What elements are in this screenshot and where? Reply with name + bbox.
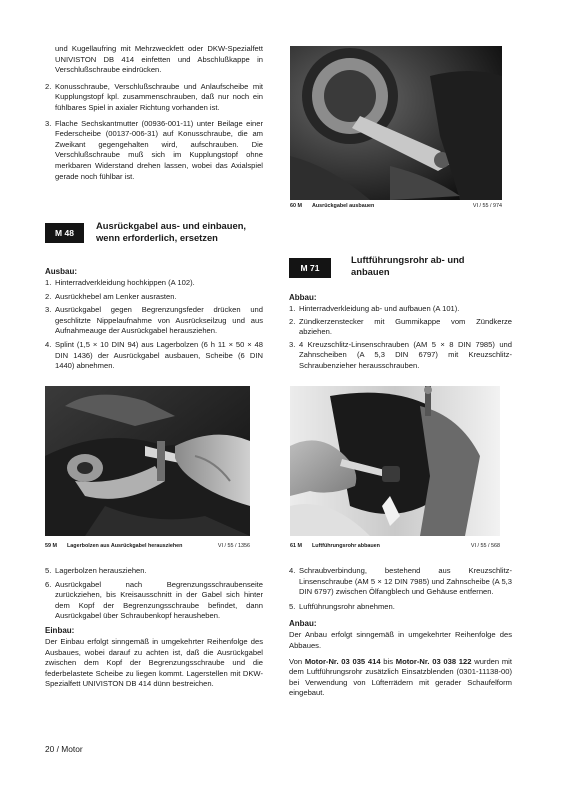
step-item: 3. 4 Kreuzschlitz-Linsenschrauben (AM 5 × 8 DIN 7985) und Zahnscheiben (A 5,3 DIN 6797) mit Kreuzschlitz-Schraubenzieher herausschrauben. xyxy=(289,339,512,370)
photo-illustration xyxy=(45,386,250,536)
section-header-m48 xyxy=(45,220,265,245)
step-item: 2. Zündkerzenstecker mit Gummikappe vom Zündkerze abziehen. xyxy=(289,316,512,337)
photo-illustration xyxy=(290,386,500,536)
figure-number: 60 M xyxy=(290,203,302,209)
step-item: 5. Lagerbolzen herausziehen. xyxy=(45,566,147,575)
section-title: Luftführungsrohr ab- und anbauen xyxy=(351,254,465,278)
intro-item xyxy=(45,44,263,76)
einbau-label: Einbau: xyxy=(45,625,75,635)
motor-number-start: Motor-Nr. 03 035 414 xyxy=(304,656,381,666)
right-lower-block xyxy=(289,566,512,704)
motor-note: Von Motor-Nr. 03 035 414 bis Motor-Nr. 03 038 122 wurden mit dem Luftführungsrohr zusätzlich Einsatzblenden (0301-11138-00) bei Verwendung von Lüfterrädern mit gerader Schaufelform eingebaut. xyxy=(289,656,512,698)
ausbau-label: Ausbau: xyxy=(45,267,77,276)
motor-number-end: Motor-Nr. 03 038 122 xyxy=(395,656,472,666)
step-item: 1. Hinterradverkleidung hochkippen (A 102). xyxy=(45,278,195,287)
anbau-text: Der Anbau erfolgt sinngemäß in umgekehrter Reihenfolge des Abbaues. xyxy=(289,630,512,650)
anbau-label: Anbau: xyxy=(289,619,317,629)
figure-61m-photo xyxy=(290,386,500,536)
page-number: 20 / Motor xyxy=(45,744,83,754)
figure-ref: VI / 55 / 1356 xyxy=(217,543,250,549)
figure-59m-photo xyxy=(45,386,250,536)
step-item: 3. Ausrückgabel gegen Begrenzungsfeder drücken und geschlitzte Nippelaufnahme von Ausrückseilzug und aus Aufnahmeauge der Ausrückgabel herausziehen. xyxy=(45,305,263,336)
photo-illustration xyxy=(290,46,502,200)
step-item: 4. Splint (1,5 × 10 DIN 94) aus Lagerbolzen (6 h 11 × 50 × 48 DIN 1436) der Ausrückgabel ausbauen, Scheibe (6 DIN 1440) abnehmen. xyxy=(45,339,263,371)
step-item: 2. Ausrückhebel am Lenker ausrasten. xyxy=(45,291,177,301)
section-code-badge: M 48 xyxy=(45,223,84,243)
section-header-m71 xyxy=(289,254,511,279)
figure-caption: Lagerbolzen aus Ausrückgabel herausziehen xyxy=(66,543,183,549)
section-title: Ausrückgabel aus- und einbauen, wenn erforderlich, ersetzen xyxy=(96,220,247,244)
right-abbau-block xyxy=(289,292,512,377)
step-item: 1. Hinterradverkleidung ab- und aufbauen (A 101). xyxy=(289,304,460,313)
step-item: 3. Flache Sechskantmutter (00936-001-11) unter Beilage einer Federscheibe (00137-006-31) auf Konusschraube, die am Zweikant gegengehalten wird, aufschrauben. Die Verschlußschraube muß sich im Kupplungstopf ohne merkbaren Widerstand drehen lassen, wobei das Axialspiel gerade noch fühlbar ist. xyxy=(45,118,263,181)
step-item: 6. Ausrückgabel nach Begrenzungsschraubenseite zurückziehen, bis Kreisausschnitt in der Gabel sich hinter dem Kopf der Begrenzungsschraube befindet, dann Ausrückgabel über Schraubenkopf herausheben. xyxy=(45,579,263,621)
left-ausbau-block xyxy=(45,266,263,377)
step-item: 2. Konusschraube, Verschlußschraube und Anlaufscheibe mit Kupplungstopf kpl. zusammenschrauben, daß nur noch ein fühlbares Spiel in axialer Richtung vorhanden ist. xyxy=(45,81,263,112)
figure-61m-caption xyxy=(290,543,500,550)
figure-caption: Ausrückgabel ausbauen xyxy=(311,203,375,209)
step-item: 4. Schraubverbindung, bestehend aus Kreuzschlitz-Linsenschraube (AM 5 × 12 DIN 7985) und Zahnscheibe (A 5,3 DIN 6797) zwischen Ölfangblech und Gehäuse entfernen. xyxy=(289,566,512,597)
einbau-text: Der Einbau erfolgt sinngemäß in umgekehrter Reihenfolge des Ausbaues, wobei darauf zu achten ist, daß die Ausrückgabel zwischen dem Kopf der Begrenzungsschraube und die federbelastete Scheibe zu liegen kommt. Lagerstellen mit DKW-Spezialfett UNIVISTON DB 414 dünn bestreichen. xyxy=(45,636,263,689)
figure-number: 61 M xyxy=(290,543,302,549)
step-item: 5. Luftführungsrohr abnehmen. xyxy=(289,601,395,611)
figure-60m-photo xyxy=(290,46,502,200)
figure-ref: VI / 55 / 974 xyxy=(472,203,502,209)
figure-caption: Luftführungsrohr abbauen xyxy=(311,543,380,549)
figure-number: 59 M xyxy=(45,543,57,549)
section-code-badge: M 71 xyxy=(289,258,331,278)
intro-paragraph: und Kugellaufring mit Mehrzweckfett oder DKW-Spezialfett UNIVISTON DB 414 einfetten und Abschlußkappe in Verschlußschraube eindrücken. xyxy=(55,44,263,75)
left-column xyxy=(45,44,263,187)
figure-ref: VI / 55 / 568 xyxy=(470,543,500,549)
figure-59m-caption xyxy=(45,543,250,550)
abbau-label: Abbau: xyxy=(289,293,317,302)
left-lower-block xyxy=(45,566,263,695)
figure-60m-caption xyxy=(290,203,502,210)
